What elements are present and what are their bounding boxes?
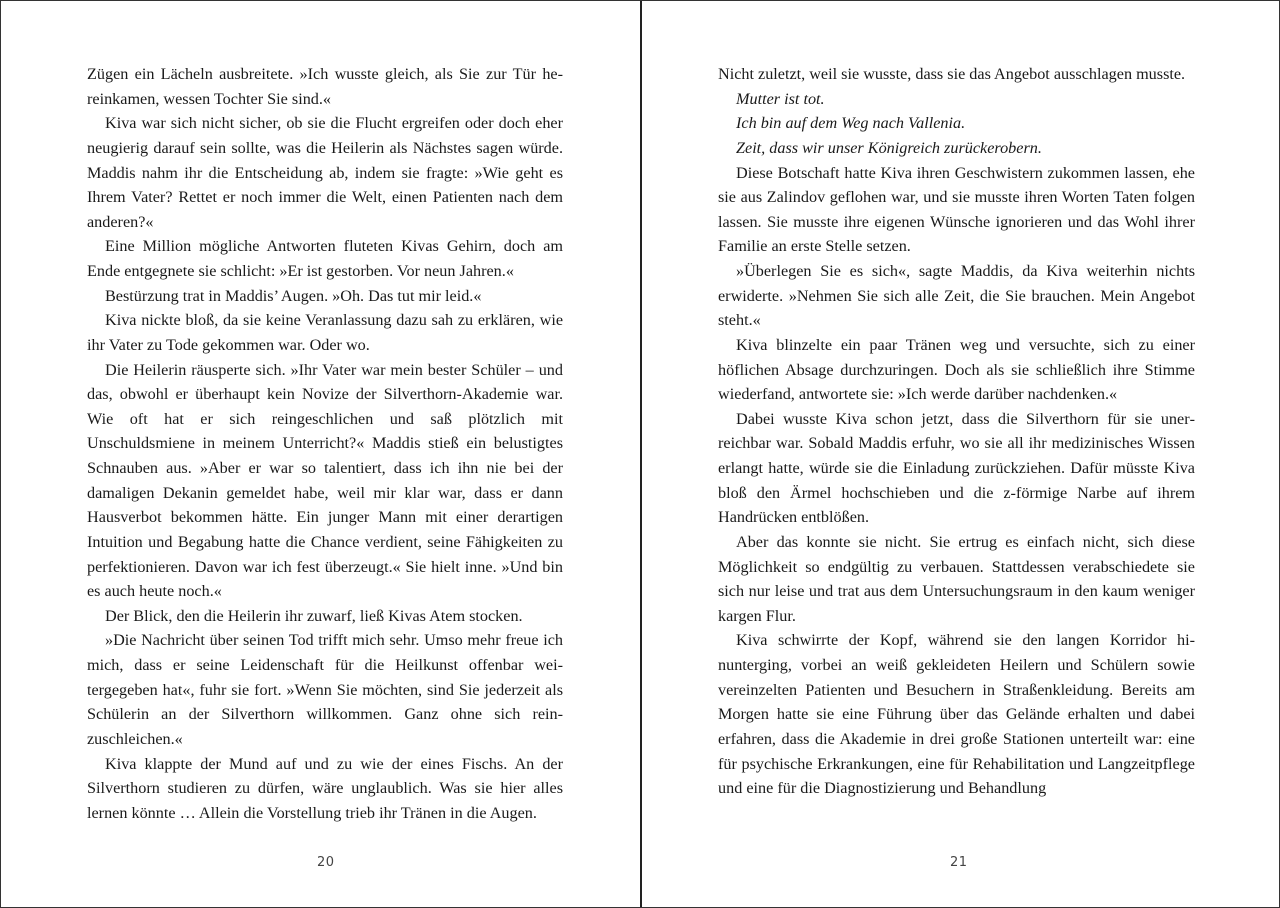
italic-message-line: Mutter ist tot. bbox=[736, 89, 825, 108]
paragraph: Dabei wusste Kiva schon jetzt, dass die Silverthorn für sie unerreichbar war. Sobald Maddis erfuhr, wo sie all ihr medizinisches Wissen erlangt hatte, würde sie die Einladung zurückziehen. Dafür müsste Kiva bloß den Ärmel hochschieben und die z-förmige Narbe auf ihrem Handrücken entblößen. bbox=[718, 409, 1195, 527]
paragraph: Kiva nickte bloß, da sie keine Veranlassung dazu sah zu erklären, wie ihr Vater zu Tode gekommen war. Oder wo. bbox=[87, 311, 563, 354]
right-page-text bbox=[718, 62, 1195, 801]
paragraph: Nicht zuletzt, weil sie wusste, dass sie das Angebot ausschlagen musste. bbox=[718, 65, 1186, 83]
italic-message-line: Zeit, dass wir unser Königreich zurückerobern. bbox=[736, 138, 1042, 157]
paragraph: »Die Nachricht über seinen Tod trifft mich sehr. Umso mehr freue ich mich, dass er seine Leidenschaft für die Heilkunst offenbar weitergegeben hat«, fuhr sie fort. »Wenn Sie möchten, sind Sie jederzeit als Schülerin an der Silverthorn willkommen. Ganz ohne sich reinzuschleichen.« bbox=[87, 631, 563, 748]
italic-message-line: Ich bin auf dem Weg nach Vallenia. bbox=[736, 114, 966, 133]
paragraph: Kiva blinzelte ein paar Tränen weg und versuchte, sich zu einer höflichen Absage durchzuringen. Doch als sie schließlich ihre Stimme wiederfand, antwortete sie: »Ich werde darüber nachdenken.« bbox=[718, 335, 1195, 404]
page-number-left: 20 bbox=[317, 855, 335, 870]
paragraph: Kiva klappte der Mund auf und zu wie der eines Fischs. An der Silverthorn studieren zu dürfen, wäre unglaublich. Was sie hier alles lernen könnte … Allein die Vorstellung trieb ihr Tränen in die Augen. bbox=[87, 754, 563, 822]
paragraph: Kiva war sich nicht sicher, ob sie die Flucht ergreifen oder doch eher neugierig darauf sein sollte, was die Heilerin als Nächstes sagen würde. Maddis nahm ihr die Entscheidung ab, indem sie fragte: »Wie geht es Ihrem Vater? Rettet er noch immer die Welt, einen Patienten nach dem anderen?« bbox=[87, 114, 563, 231]
paragraph: Eine Million mögliche Antworten fluteten Kivas Gehirn, doch am Ende entgegnete sie schlicht: »Er ist gestorben. Vor neun Jahren.« bbox=[87, 237, 563, 280]
paragraph: Zügen ein Lächeln ausbreitete. »Ich wusste gleich, als Sie zur Tür hereinkamen, wessen Tochter Sie sind.« bbox=[87, 65, 563, 108]
paragraph: Diese Botschaft hatte Kiva ihren Geschwistern zukommen lassen, ehe sie aus Zalindov geflohen war, und sie musste ihren Worten Taten folgen lassen. Sie musste ihre eigenen Wünsche ignorieren und das Wohl ihrer Familie an erste Stelle setzen. bbox=[718, 163, 1195, 256]
paragraph: Die Heilerin räusperte sich. »Ihr Vater war mein bester Schüler – und das, obwohl er überhaupt kein Novize der Silverthorn-Akademie war. Wie oft hat er sich reingeschlichen und saß plötzlich mit Unschuldsmiene in meinem Unterricht?« Maddis stieß ein belustigtes Schnauben aus. »Aber er war so talentiert, dass ich ihn nie bei der damaligen Dekanin gemeldet habe, weil mir klar war, dass er dann Hausverbot bekommen hätte. Ein junger Mann mit einer derartigen Intuition und Begabung hatte die Chance verdient, seine Fähigkeiten zu perfektionieren. Davon war ich fest überzeugt.« Sie hielt inne. »Und bin es auch heute noch.« bbox=[87, 360, 563, 601]
paragraph: Der Blick, den die Heilerin ihr zuwarf, ließ Kivas Atem stocken. bbox=[105, 606, 523, 625]
paragraph: Bestürzung trat in Maddis’ Augen. »Oh. Das tut mir leid.« bbox=[105, 286, 482, 305]
paragraph: Aber das konnte sie nicht. Sie ertrug es einfach nicht, sich diese Möglichkeit so endgültig zu verbauen. Stattdessen verabschiedete sie sich nur leise und trat aus dem Untersuchungsraum in den kaum weniger kargen Flur. bbox=[718, 532, 1195, 625]
paragraph: Kiva schwirrte der Kopf, während sie den langen Korridor hinunterging, vorbei an weiß gekleideten Heilern und Schülern sowie vereinzelten Patienten und Besuchern in Straßenkleidung. Bereits am Morgen hatte sie eine Führung über das Gelände erhalten und dabei erfahren, dass die Akademie in drei große Stationen unterteilt war: eine für psychische Erkrankungen, eine für Rehabilitation und Langzeitpflege und eine für die Diagnostizierung und Behandlung bbox=[718, 631, 1195, 798]
paragraph: »Überlegen Sie es sich«, sagte Maddis, da Kiva weiterhin nichts erwiderte. »Nehmen Sie sich alle Zeit, die Sie brauchen. Mein Angebot steht.« bbox=[718, 262, 1195, 330]
left-page-text bbox=[87, 62, 563, 825]
left-page bbox=[1, 1, 640, 907]
page-number-right: 21 bbox=[950, 855, 968, 870]
right-page bbox=[641, 1, 1280, 907]
